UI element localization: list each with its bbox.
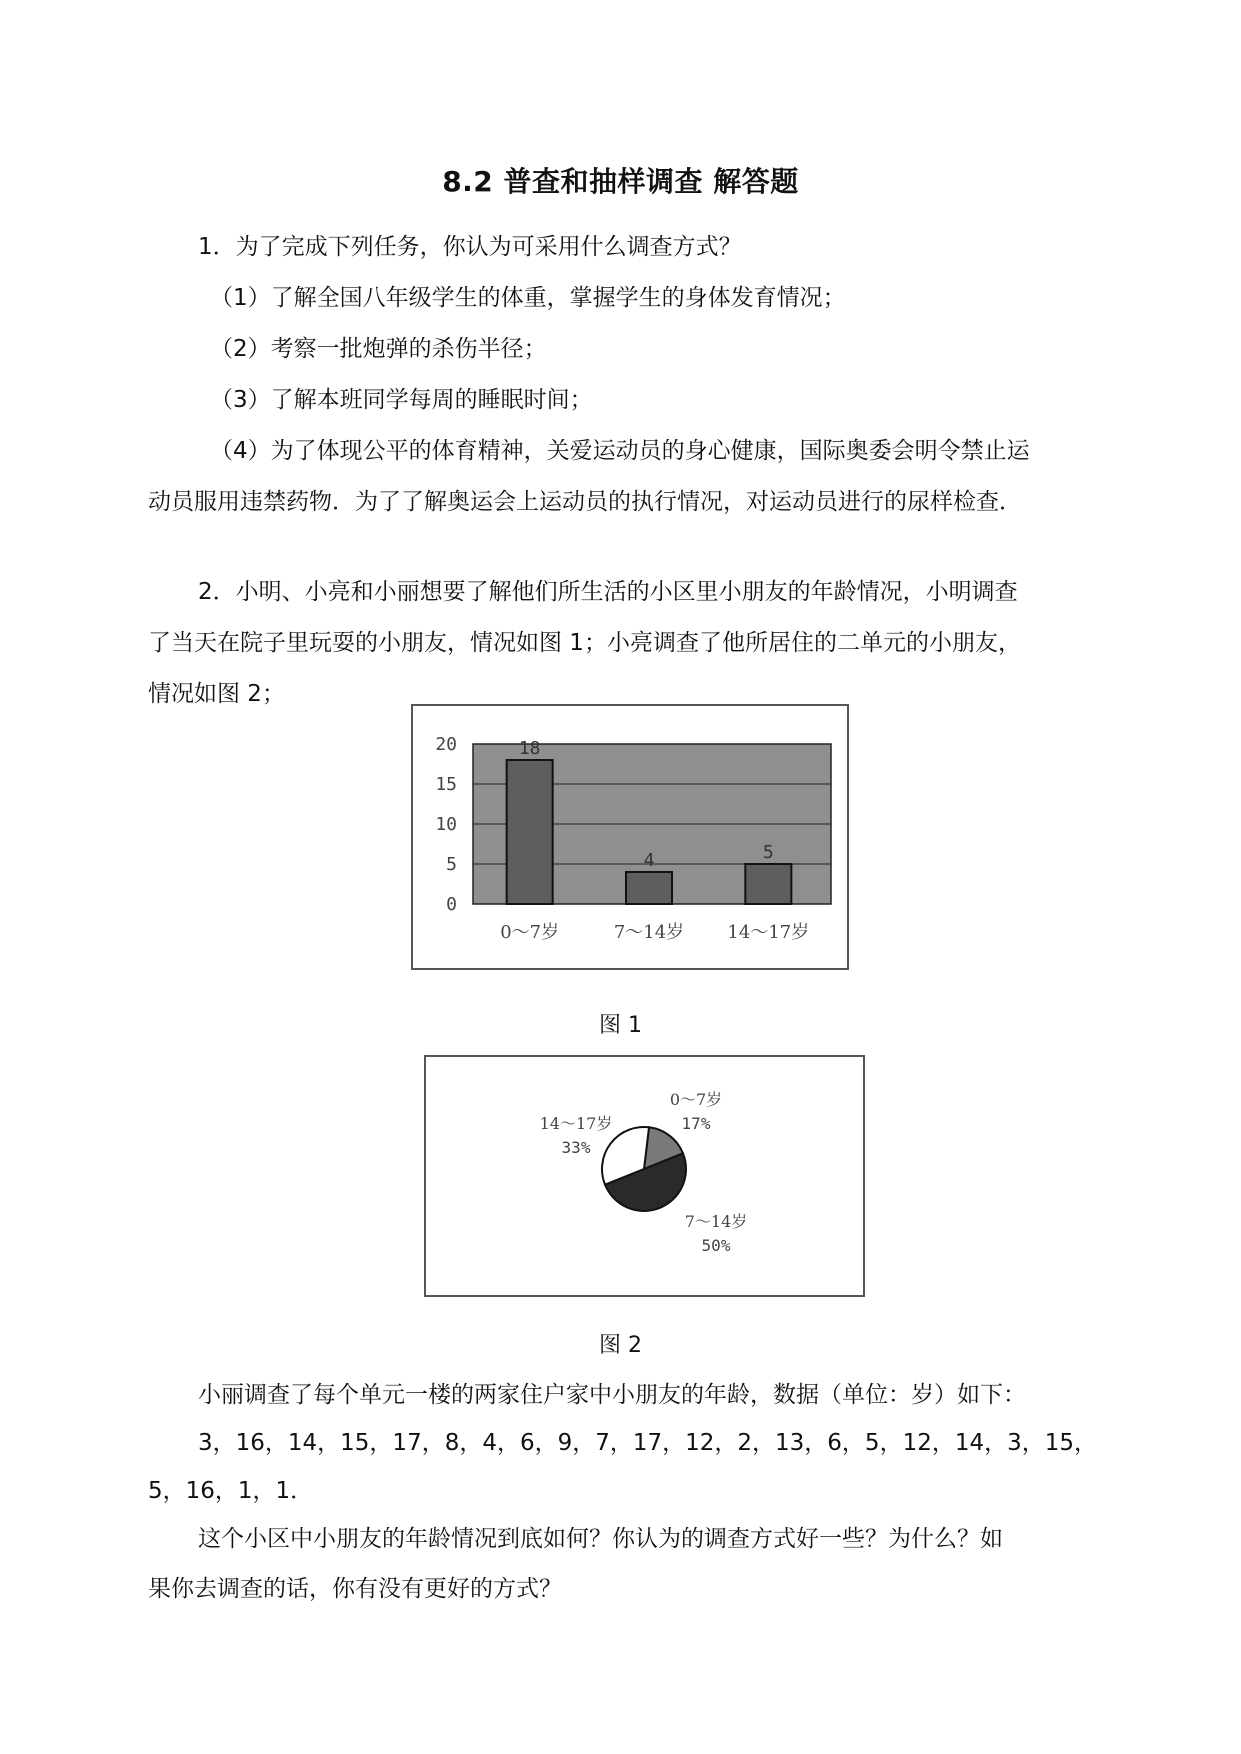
bar — [626, 872, 672, 904]
pie-chart-svg — [426, 1057, 863, 1295]
x-tick-label: 7～14岁 — [613, 922, 685, 943]
figure-2-caption: 图 2 — [599, 1333, 642, 1358]
q1-stem: 1．为了完成下列任务，你认为可采用什么调查方式？ — [198, 234, 742, 260]
slice-percent: 33% — [561, 1138, 591, 1157]
figure-2-pie-chart — [424, 1055, 865, 1297]
bar — [507, 760, 553, 904]
q2-line-2: 了当天在院子里玩耍的小朋友，情况如图 1；小亮调查了他所居住的二单元的小朋友， — [148, 630, 1021, 656]
q1-item-2: （2）考察一批炮弹的杀伤半径； — [210, 336, 547, 362]
y-tick-label: 15 — [435, 774, 457, 795]
data-label: 5 — [762, 842, 774, 863]
bar-chart-svg — [413, 706, 847, 968]
y-tick-label: 0 — [446, 894, 457, 915]
slice-label: 0～7岁 — [669, 1090, 723, 1109]
figure-1-bar-chart — [411, 704, 849, 970]
q1-item-1: （1）了解全国八年级学生的体重，掌握学生的身体发育情况； — [210, 285, 846, 311]
slice-percent: 50% — [701, 1236, 731, 1255]
slice-label: 14～17岁 — [539, 1114, 613, 1133]
q2-data-line-2: 5，16，1，1． — [148, 1478, 314, 1504]
q2-line-1: 2．小明、小亮和小丽想要了解他们所生活的小区里小朋友的年龄情况，小明调查 — [198, 579, 1018, 605]
q2-data-line-1: 3，16，14，15，17，8，4，6，9，7，17，12，2，13，6，5，12，14，3，15， — [198, 1430, 1097, 1456]
q1-item-4: （4）为了体现公平的体育精神，关爱运动员的身心健康，国际奥委会明令禁止运 — [210, 438, 1030, 464]
q2-after-1: 小丽调查了每个单元一楼的两家住户家中小朋友的年龄，数据（单位：岁）如下： — [198, 1382, 1026, 1408]
page-title: 8.2 普查和抽样调查 解答题 — [442, 165, 799, 198]
q2-after-question-2: 果你去调查的话，你有没有更好的方式？ — [148, 1576, 562, 1602]
data-label: 18 — [518, 738, 541, 759]
q2-line-3: 情况如图 2； — [148, 681, 285, 707]
x-tick-label: 14～17岁 — [727, 922, 810, 943]
y-tick-label: 5 — [446, 854, 457, 875]
figure-1-caption: 图 1 — [599, 1013, 642, 1038]
q1-item-3: （3）了解本班同学每周的睡眠时间； — [210, 387, 593, 413]
y-tick-label: 10 — [435, 814, 457, 835]
slice-label: 7～14岁 — [684, 1212, 748, 1231]
bar — [745, 864, 791, 904]
y-tick-label: 20 — [435, 734, 457, 755]
slice-percent: 17% — [681, 1114, 711, 1133]
data-label: 4 — [643, 850, 655, 871]
q1-item-4-cont: 动员服用违禁药物．为了了解奥运会上运动员的执行情况，对运动员进行的尿样检查． — [148, 489, 1022, 515]
x-tick-label: 0～7岁 — [500, 922, 560, 943]
q2-after-question-1: 这个小区中小朋友的年龄情况到底如何？你认为的调查方式好一些？为什么？如 — [198, 1526, 1003, 1552]
